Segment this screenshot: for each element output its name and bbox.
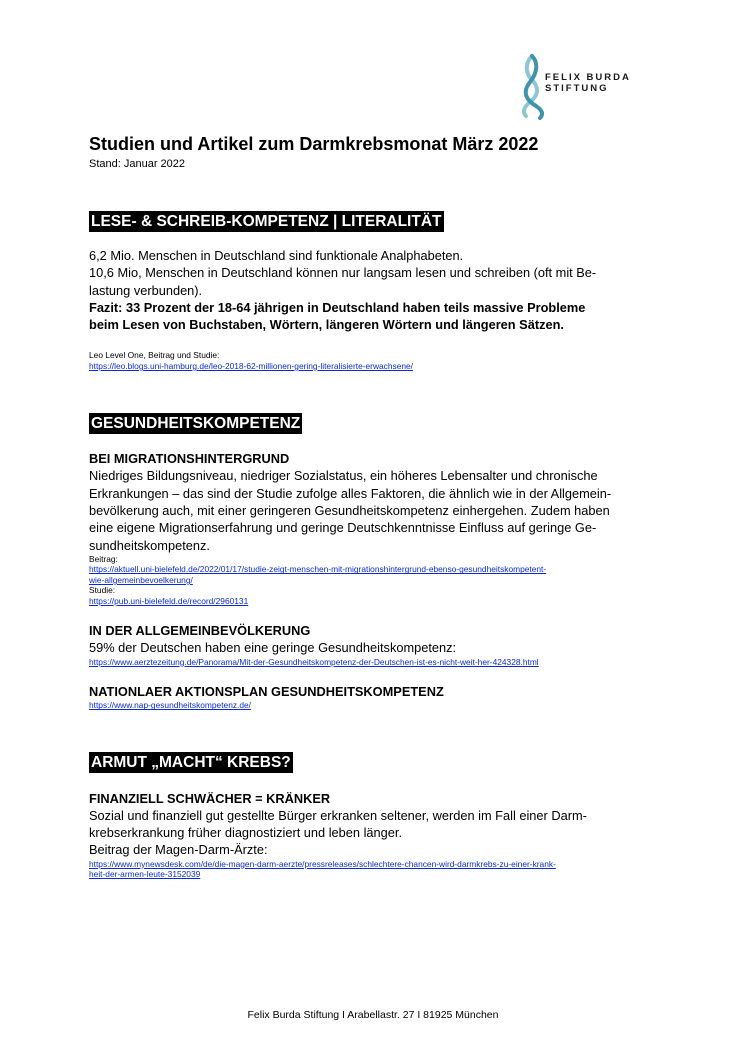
logo-line-2: STIFTUNG xyxy=(545,83,609,94)
health-beitrag-label: Beitrag: xyxy=(89,553,118,564)
literacy-line-2a: 10,6 Mio, Menschen in Deutschland können nur langsam lesen und schreiben (oft mit Be- xyxy=(89,265,597,281)
literacy-fazit-b: beim Lesen von Buchstaben, Wörtern, längeren Wörtern und längeren Sätzen. xyxy=(89,317,564,333)
literacy-source-link[interactable]: https://leo.blogs.uni-hamburg.de/leo-2018-62-millionen-gering-literalisierte-erwachsene/ xyxy=(89,360,414,371)
health-sub1-title: BEI MIGRATIONSHINTERGRUND xyxy=(89,451,290,467)
document-body xyxy=(89,133,659,880)
document-title: Studien und Artikel zum Darmkrebsmonat März 2022 xyxy=(89,134,539,154)
poverty-link-a[interactable]: https://www.mynewsdesk.com/de/die-magen-darm-aerzte/pressreleases/schlechtere-chancen-wird-darmkrebs-zu-einer-krank- xyxy=(89,858,556,869)
health-sub1-line-1: Niedriges Bildungsniveau, niedriger Sozialstatus, ein höheres Lebensalter und chronische xyxy=(89,468,598,484)
poverty-line-2: krebserkrankung früher diagnostiziert und leben länger. xyxy=(89,825,403,841)
health-sub2-title: IN DER ALLGEMEINBEVÖLKERUNG xyxy=(89,623,311,639)
literacy-fazit-a: Fazit: 33 Prozent der 18-64 jährigen in Deutschland haben teils massive Probleme xyxy=(89,299,586,315)
health-studie-label: Studie: xyxy=(89,585,116,596)
health-sub1-line-4: eine eigene Migrationserfahrung und geringe Deutschkenntnisse Einfluss auf geringe Ge- xyxy=(89,520,597,536)
logo-line-1: FELIX BURDA xyxy=(545,72,631,83)
health-sub1-line-3: bevölkerung auch, mit einer geringeren Gesundheitskompetenz einhergehen. Zudem haben xyxy=(89,503,610,519)
health-sub2-link[interactable]: https://www.aerztezeitung.de/Panorama/Mit-der-Gesundheitskompetenz-der-Deutschen-ist-es-nicht-weit-her-424328.html xyxy=(89,656,539,667)
section-heading-poverty: ARMUT „MACHT“ KREBS? xyxy=(91,753,291,771)
health-sub1-line-2: Erkrankungen – das sind der Studie zufolge alles Faktoren, die ähnlich wie in der Allgemein- xyxy=(89,485,612,501)
health-studie-link[interactable]: https://pub.uni-bielefeld.de/record/2960131 xyxy=(89,595,249,606)
page-footer: Felix Burda Stiftung I Arabellastr. 27 I 81925 München xyxy=(247,1009,499,1021)
poverty-line-1: Sozial und finanziell gut gestellte Bürger erkranken seltener, werden im Fall einer Darm- xyxy=(89,807,587,823)
health-beitrag-link-b[interactable]: wie-allgemeinbevoelkerung/ xyxy=(89,574,193,585)
health-sub2-line-1: 59% der Deutschen haben eine geringe Gesundheitskompetenz: xyxy=(89,640,457,656)
health-sub3-title: NATIONLAER AKTIONSPLAN GESUNDHEITSKOMPETENZ xyxy=(89,684,444,700)
poverty-sub1-title: FINANZIELL SCHWÄCHER = KRÄNKER xyxy=(89,790,331,806)
document-stand: Stand: Januar 2022 xyxy=(89,158,186,170)
health-sub1-line-5: sundheitskompetenz. xyxy=(89,537,210,553)
poverty-link-b[interactable]: heit-der-armen-leute-3152039 xyxy=(89,869,201,880)
literacy-source-label: Leo Level One, Beitrag und Studie: xyxy=(89,350,220,361)
literacy-line-1: 6,2 Mio. Menschen in Deutschland sind funktionale Analphabeten. xyxy=(89,248,464,263)
health-sub3-link[interactable]: https://www.nap-gesundheitskompetenz.de/ xyxy=(89,700,252,711)
literacy-line-2b: lastung verbunden). xyxy=(89,282,203,298)
section-heading-literacy: LESE- & SCHREIB-KOMPETENZ | LITERALITÄT xyxy=(91,213,442,230)
health-beitrag-link-a[interactable]: https://aktuell.uni-bielefeld.de/2022/01/17/studie-zeigt-menschen-mit-migrationshintergrund-ebenso-gesundheitskompetent- xyxy=(89,564,547,575)
felix-burda-logo[interactable] xyxy=(512,50,652,120)
logo-wordmark xyxy=(545,72,631,94)
poverty-line-3: Beitrag der Magen-Darm-Ärzte: xyxy=(89,842,268,858)
section-heading-health: GESUNDHEITSKOMPETENZ xyxy=(91,415,301,433)
